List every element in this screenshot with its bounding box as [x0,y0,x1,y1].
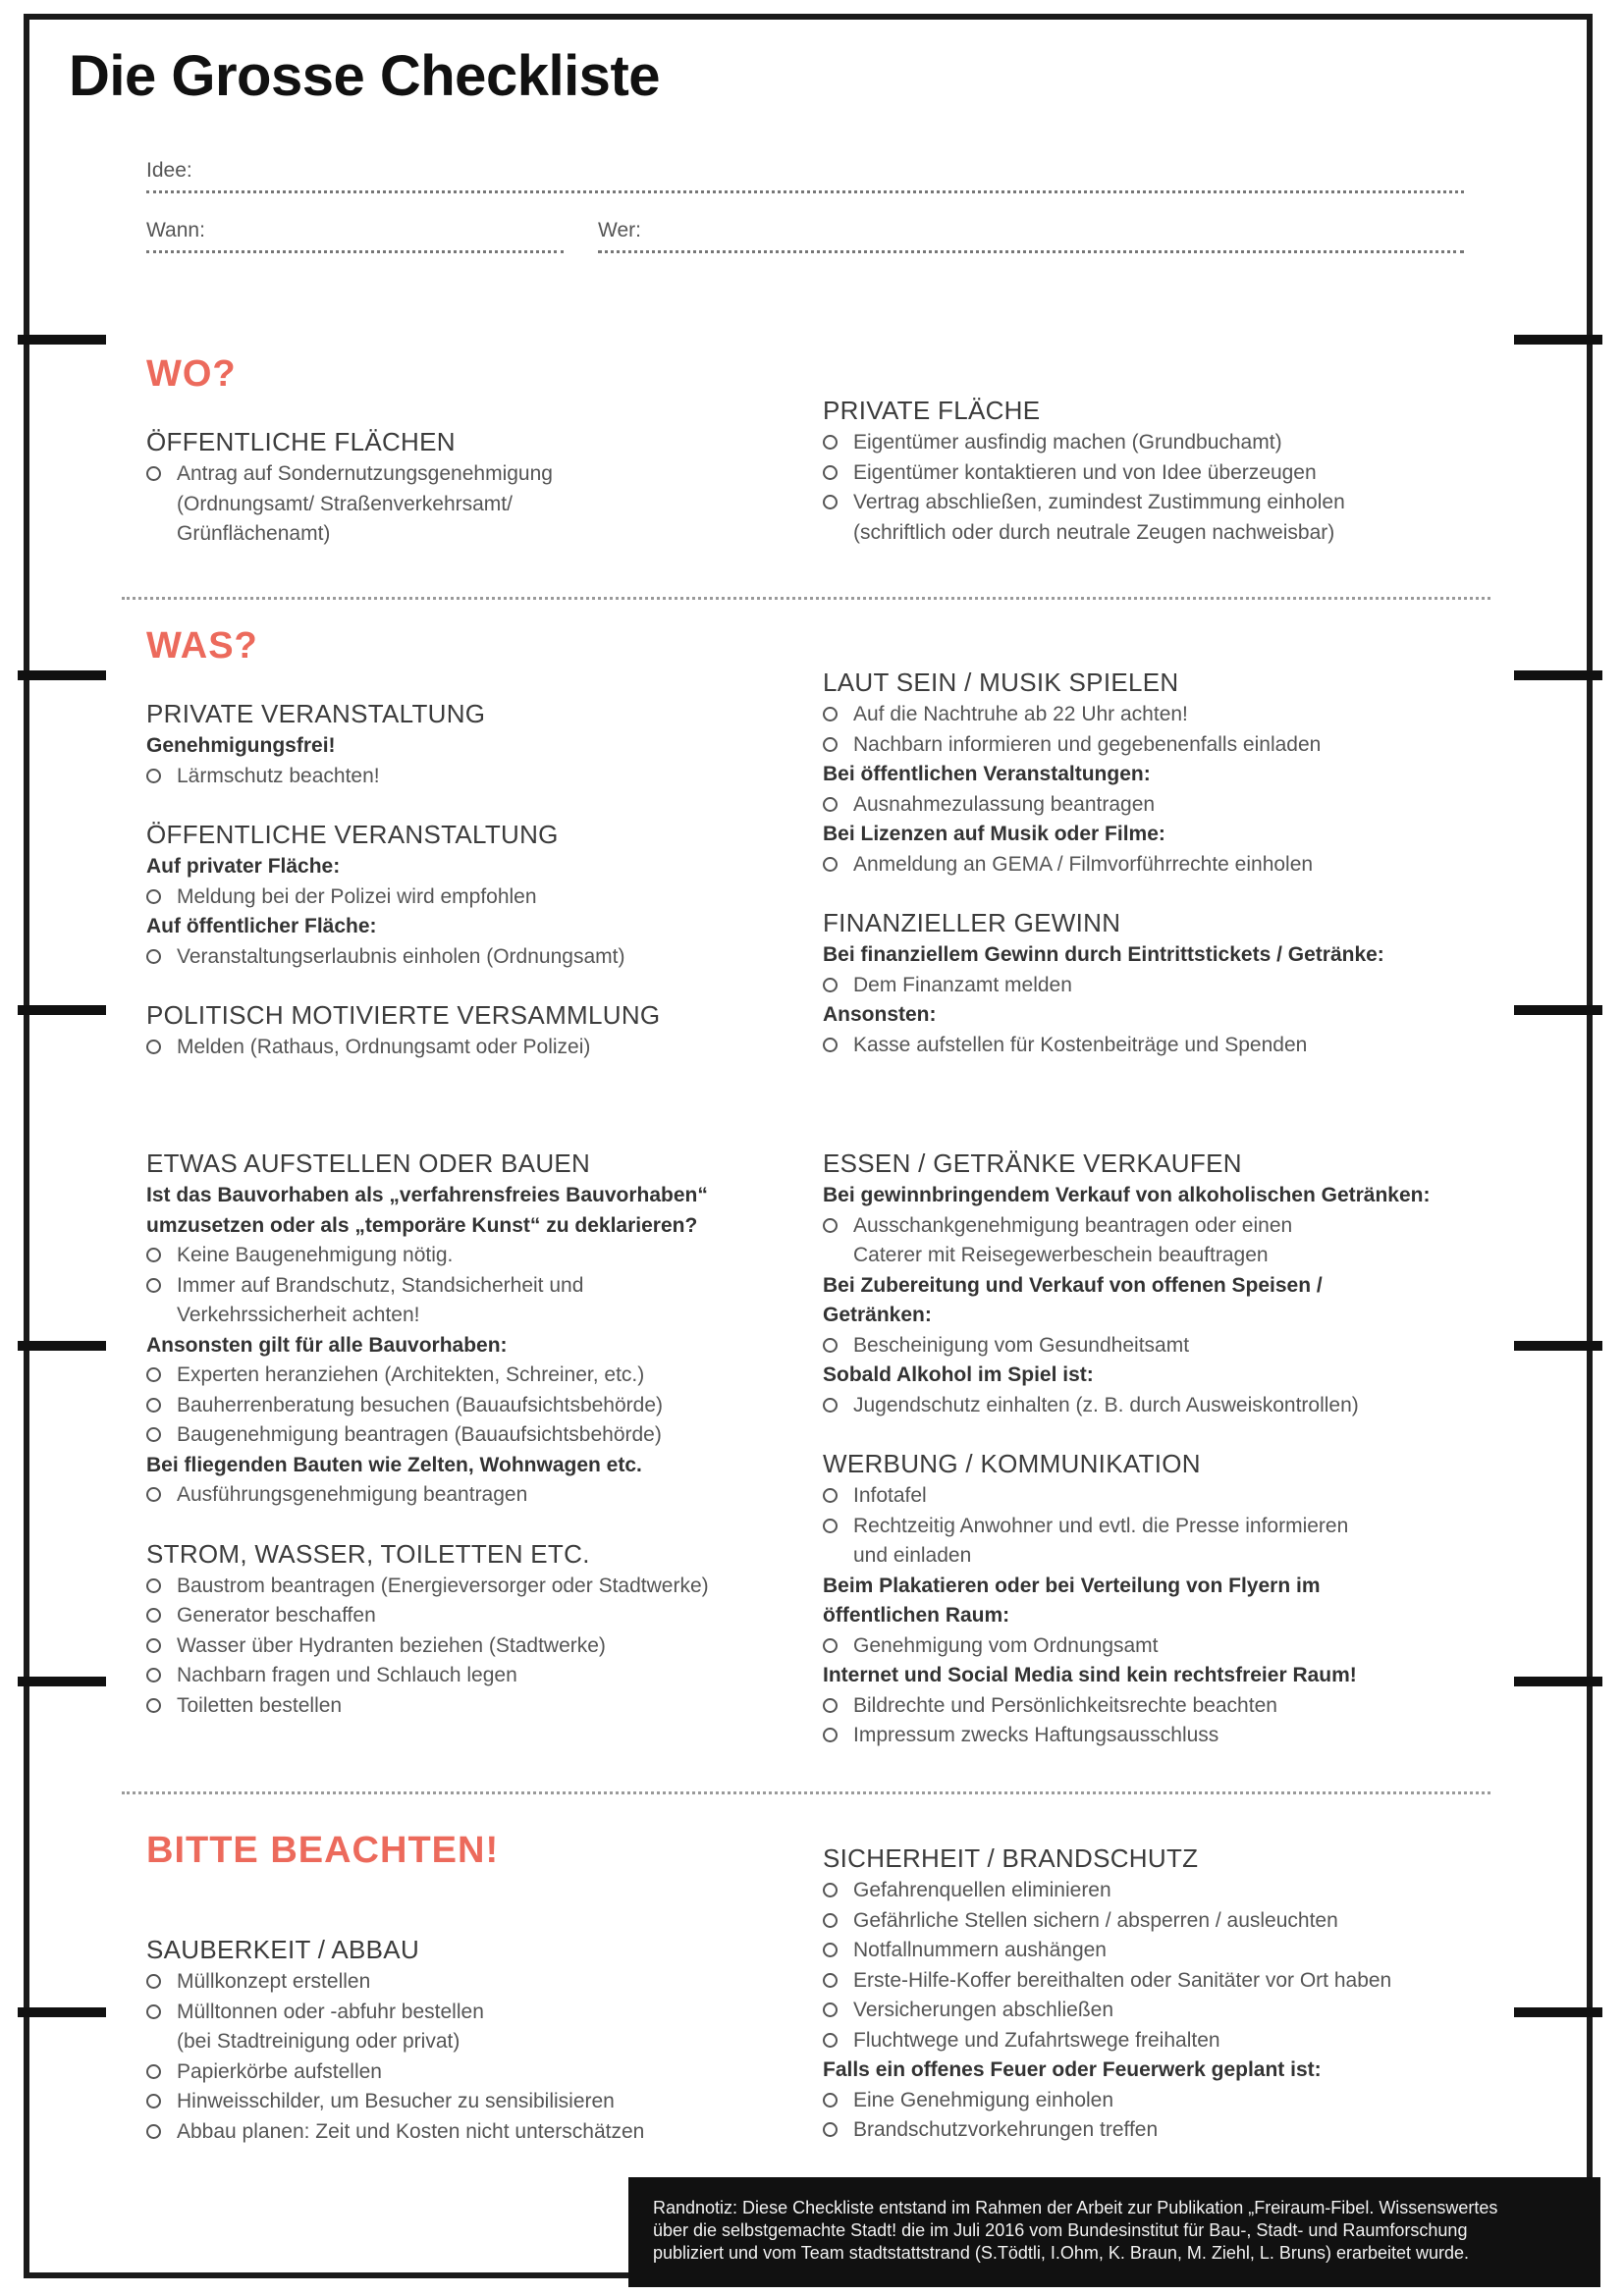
checkbox-circle-icon[interactable] [146,1278,161,1293]
checklist-item [146,2087,794,2117]
tab-mark [1514,1677,1602,1686]
checkbox-circle-icon[interactable] [146,2124,161,2139]
item-text-continued: und einladen [853,1544,972,1567]
item-text: Meldung bei der Polizei wird empfohlen [177,884,537,908]
checklist-item [146,1480,794,1511]
condition-label: Bei Lizenzen auf Musik oder Filme: [823,823,1165,845]
block-heading: STROM, WASSER, TOILETTEN ETC. [146,1538,590,1569]
footer-note [628,2177,1600,2287]
checkbox-circle-icon[interactable] [146,1248,161,1262]
checklist-item [823,2115,1471,2146]
block-heading: POLITISCH MOTIVIERTE VERSAMMLUNG [146,1000,661,1030]
tab-mark [18,335,106,345]
item-text: Abbau planen: Zeit und Kosten nicht unterschätzen [177,2119,645,2143]
checklist-item [823,1391,1471,1421]
block-heading: ESSEN / GETRÄNKE VERKAUFEN [823,1148,1242,1178]
checklist-item [823,1031,1471,1061]
checklist-item [823,971,1471,1001]
checkbox-circle-icon[interactable] [146,769,161,783]
condition-label: Bei fliegenden Bauten wie Zelten, Wohnwagen etc. [146,1453,642,1476]
checkbox-circle-icon[interactable] [146,1487,161,1502]
checklist-item [146,2117,794,2148]
checklist-item [146,1691,794,1722]
checklist-block [823,1448,1471,1751]
tab-mark [1514,335,1602,345]
checkbox-circle-icon[interactable] [823,1398,838,1413]
item-text-continued: (schriftlich oder durch neutrale Zeugen nachweisbar) [853,520,1335,544]
checkbox-circle-icon[interactable] [823,1698,838,1713]
item-text: Papierkörbe aufstellen [177,2059,382,2083]
condition-label: Internet und Social Media sind kein rechtsfreier Raum! [823,1664,1357,1686]
checkbox-circle-icon[interactable] [146,1668,161,1682]
item-text: Kasse aufstellen für Kostenbeiträge und Spenden [853,1033,1308,1056]
checklist-item [146,1631,794,1662]
condition-label: umzusetzen oder als „temporäre Kunst“ zu deklarieren? [146,1213,698,1237]
item-text: Wasser über Hydranten beziehen (Stadtwerke) [177,1633,606,1657]
checklist-block [823,395,1471,548]
checkbox-circle-icon[interactable] [823,2033,838,2048]
checklist-block [823,1148,1471,1420]
checklist-block [823,667,1471,880]
checkbox-circle-icon[interactable] [823,2122,838,2137]
checkbox-circle-icon[interactable] [146,1367,161,1382]
condition-label: Falls ein offenes Feuer oder Feuerwerk geplant ist: [823,2058,1322,2081]
checkbox-circle-icon[interactable] [823,1038,838,1052]
wer-field[interactable] [598,250,1464,253]
checklist-item [146,459,794,550]
item-text: Gefährliche Stellen sichern / absperren / ausleuchten [853,1908,1338,1932]
tab-mark [18,670,106,680]
checklist-item [823,1512,1471,1572]
item-text-continued: Grünflächenamt) [177,522,331,545]
checkbox-circle-icon[interactable] [146,1427,161,1442]
item-text-continued: Caterer mit Reisegewerbeschein beauftragen [853,1244,1269,1266]
tab-mark [18,2007,106,2017]
checkbox-circle-icon[interactable] [823,2093,838,2108]
item-text: Bescheinigung vom Gesundheitsamt [853,1333,1190,1357]
idee-label: Idee: [146,159,192,182]
checklist-item [823,1691,1471,1722]
checklist-block [146,999,794,1063]
item-text: Bildrechte und Persönlichkeitsrechte beachten [853,1693,1277,1717]
item-text: Antrag auf Sondernutzungsgenehmigung [177,462,553,485]
item-text: Baustrom beantragen (Energieversorger oder Stadtwerke) [177,1574,709,1597]
checkbox-circle-icon[interactable] [146,466,161,481]
block-heading: ÖFFENTLICHE FLÄCHEN [146,427,456,456]
checkbox-circle-icon[interactable] [823,1883,838,1897]
checklist-item [146,1601,794,1631]
block-heading: SICHERHEIT / BRANDSCHUTZ [823,1843,1199,1873]
condition-label: Genehmigungsfrei! [146,734,336,757]
checklist-block [146,819,794,972]
checkbox-circle-icon[interactable] [146,1608,161,1623]
tab-mark [1514,1005,1602,1015]
checklist-block [146,1934,794,2147]
checkbox-circle-icon[interactable] [146,1698,161,1713]
checklist-item [146,882,794,913]
checklist-item [823,790,1471,821]
checkbox-circle-icon[interactable] [146,2004,161,2019]
section-title-was: WAS? [146,625,258,667]
item-text: Generator beschaffen [177,1604,376,1627]
item-text: Nachbarn fragen und Schlauch legen [177,1664,517,1686]
checkbox-circle-icon[interactable] [823,1728,838,1742]
item-text: Vertrag abschließen, zumindest Zustimmung einholen [853,491,1345,513]
idee-field[interactable] [146,190,1464,193]
block-heading: SAUBERKEIT / ABBAU [146,1935,420,1964]
checkbox-circle-icon[interactable] [823,797,838,812]
section-title-beachten: BITTE BEACHTEN! [146,1830,500,1871]
block-heading: LAUT SEIN / MUSIK SPIELEN [823,667,1179,697]
checkbox-circle-icon[interactable] [823,737,838,752]
checkbox-circle-icon[interactable] [146,889,161,904]
checkbox-circle-icon[interactable] [823,1913,838,1928]
item-text: Genehmigung vom Ordnungsamt [853,1633,1159,1657]
item-text: Müllkonzept erstellen [177,1970,371,1993]
checkbox-circle-icon[interactable] [146,1638,161,1653]
item-text: Baugenehmigung beantragen (Bauaufsichtsbehörde) [177,1423,662,1446]
condition-label: Bei gewinnbringendem Verkauf von alkoholischen Getränken: [823,1184,1431,1206]
checkbox-circle-icon[interactable] [823,1943,838,1957]
checklist-item [823,850,1471,881]
item-text: Eigentümer kontaktieren und von Idee überzeugen [853,460,1317,484]
block-heading: FINANZIELLER GEWINN [823,908,1121,937]
item-text: Versicherungen abschließen [853,1999,1114,2021]
wo-left-column [146,426,794,550]
checklist-block [823,1842,1471,2146]
checkbox-circle-icon[interactable] [146,949,161,964]
tab-mark [18,1005,106,1015]
item-text: Brandschutzvorkehrungen treffen [853,2118,1159,2141]
item-text: Veranstaltungserlaubnis einholen (Ordnungsamt) [177,944,625,968]
item-text: Anmeldung an GEMA / Filmvorführrechte einholen [853,852,1314,876]
checklist-block [146,1148,794,1511]
checklist-item [823,1906,1471,1937]
checklist-item [823,1996,1471,2026]
checklist-item [146,1998,794,2057]
was-right-column [823,667,1471,1060]
checklist-item [146,762,794,792]
checklist-block [823,907,1471,1060]
section-divider [122,597,1490,600]
tab-mark [1514,2007,1602,2017]
page-title: Die Grosse Checkliste [69,44,661,108]
condition-label: Bei Zubereitung und Verkauf von offenen Speisen / [823,1273,1323,1297]
checkbox-circle-icon[interactable] [823,2002,838,2017]
checkbox-circle-icon[interactable] [146,2094,161,2109]
section-title-wo: WO? [146,353,237,395]
checkbox-circle-icon[interactable] [146,1974,161,1989]
item-text: Experten heranziehen (Architekten, Schreiner, etc.) [177,1363,645,1386]
item-text: Erste-Hilfe-Koffer bereithalten oder Sanitäter vor Ort haben [853,1968,1392,1992]
tab-mark [18,1677,106,1686]
item-text-continued: (bei Stadtreinigung oder privat) [177,2030,460,2053]
wann-label: Wann: [146,219,205,241]
checkbox-circle-icon[interactable] [823,495,838,509]
beachten-right-column [823,1842,1471,2146]
checkbox-circle-icon[interactable] [823,1338,838,1353]
checklist-item [146,1271,794,1331]
item-text: Ausführungsgenehmigung beantragen [177,1483,528,1506]
checkbox-circle-icon[interactable] [146,1040,161,1054]
checklist-item [146,1391,794,1421]
footer-line: Randnotiz: Diese Checkliste entstand im Rahmen der Arbeit zur Publikation „Freiraum-Fibel. Wissenswertes [653,2198,1498,2217]
checkbox-circle-icon[interactable] [823,1488,838,1503]
item-text: Notfallnummern aushängen [853,1939,1107,1961]
checklist-item [146,1572,794,1602]
checklist-item [823,700,1471,730]
item-text: Hinweisschilder, um Besucher zu sensibilisieren [177,2090,615,2112]
item-text: Lärmschutz beachten! [177,764,380,787]
tab-mark [18,1341,106,1351]
checkbox-circle-icon[interactable] [823,707,838,721]
wann-field[interactable] [146,250,564,253]
condition-label: Sobald Alkohol im Spiel ist: [823,1363,1094,1386]
checklist-item [823,458,1471,489]
item-text: Auf die Nachtruhe ab 22 Uhr achten! [853,703,1188,725]
tab-mark [1514,670,1602,680]
condition-label: Beim Plakatieren oder bei Verteilung von Flyern im [823,1574,1321,1597]
checklist-item [823,1936,1471,1966]
checklist-item [823,1966,1471,1997]
checklist-block [146,698,794,791]
checklist-item [146,1420,794,1451]
item-text: Eine Genehmigung einholen [853,2088,1114,2111]
section-divider [122,1791,1490,1794]
block-heading: ÖFFENTLICHE VERANSTALTUNG [146,820,559,849]
checklist-item [823,730,1471,761]
checklist-block [146,426,794,550]
item-text: Fluchtwege und Zufahrtswege freihalten [853,2028,1220,2052]
wer-label: Wer: [598,219,641,241]
checkbox-circle-icon[interactable] [823,1218,838,1233]
condition-label: Ist das Bauvorhaben als „verfahrensfreies Bauvorhaben“ [146,1184,708,1206]
footer-line: über die selbstgemachte Stadt! die im Juli 2016 vom Bundesinstitut für Bau-, Stadt- und Raumforschung [653,2220,1468,2240]
checklist-item [823,1876,1471,1906]
condition-label: Auf privater Fläche: [146,855,341,878]
condition-label: Bei öffentlichen Veranstaltungen: [823,763,1151,785]
checklist-item [146,1241,794,1271]
checklist-item [823,428,1471,458]
block-heading: PRIVATE FLÄCHE [823,396,1041,425]
item-text: Impressum zwecks Haftungsausschluss [853,1724,1219,1746]
checklist-block [146,1538,794,1722]
item-text: Dem Finanzamt melden [853,973,1072,996]
item-text: Nachbarn informieren und gegebenenfalls einladen [853,732,1322,756]
checklist-item [823,1631,1471,1662]
item-text: Jugendschutz einhalten (z. B. durch Ausweiskontrollen) [853,1393,1359,1416]
condition-label: Bei finanziellem Gewinn durch Eintrittstickets / Getränke: [823,943,1384,966]
bauen-right-column [823,1148,1471,1751]
wo-right-column [823,395,1471,548]
item-text-continued: Verkehrssicherheit achten! [177,1304,420,1326]
item-text: Ausschankgenehmigung beantragen oder einen [853,1213,1293,1237]
checkbox-circle-icon[interactable] [823,1973,838,1988]
footer-line: publiziert und vom Team stadtstattstrand (S.Tödtli, I.Ohm, K. Braun, M. Ziehl, L. Bruns) erarbeitet wurde. [653,2243,1470,2263]
checkbox-circle-icon[interactable] [823,465,838,480]
condition-label: Ansonsten gilt für alle Bauvorhaben: [146,1333,508,1357]
item-text: Melden (Rathaus, Ordnungsamt oder Polizei) [177,1036,591,1058]
block-heading: ETWAS AUFSTELLEN ODER BAUEN [146,1148,591,1178]
item-text: Infotafel [853,1484,927,1507]
checkbox-circle-icon[interactable] [146,1398,161,1413]
checklist-item [146,1661,794,1691]
checklist-item [146,942,794,973]
item-text: Eigentümer ausfindig machen (Grundbuchamt) [853,431,1282,454]
checklist-item [823,2026,1471,2056]
condition-label: öffentlichen Raum: [823,1604,1010,1627]
item-text: Bauherrenberatung besuchen (Bauaufsichtsbehörde) [177,1393,664,1416]
checklist-item [823,2086,1471,2116]
checkbox-circle-icon[interactable] [823,1519,838,1533]
checkbox-circle-icon[interactable] [823,857,838,872]
condition-label: Getränken: [823,1304,932,1326]
checklist-item [146,1967,794,1998]
item-text: Immer auf Brandschutz, Standsicherheit und [177,1273,584,1297]
item-text: Mülltonnen oder -abfuhr bestellen [177,2000,484,2023]
tab-mark [1514,1341,1602,1351]
item-text: Keine Baugenehmigung nötig. [177,1244,454,1266]
beachten-left-column [146,1934,794,2147]
checklist-item [823,1481,1471,1512]
condition-label: Auf öffentlicher Fläche: [146,915,377,937]
checkbox-circle-icon[interactable] [823,435,838,450]
checklist-item [146,1033,794,1063]
checkbox-circle-icon[interactable] [823,1638,838,1653]
was-left-column [146,698,794,1063]
checkbox-circle-icon[interactable] [823,978,838,992]
bauen-left-column [146,1148,794,1721]
checklist-item [823,1331,1471,1362]
checklist-item [146,1361,794,1391]
item-text: Gefahrenquellen eliminieren [853,1879,1111,1901]
checklist-item [146,2057,794,2088]
block-heading: PRIVATE VERANSTALTUNG [146,699,486,728]
condition-label: Ansonsten: [823,1003,937,1026]
item-text: Ausnahmezulassung beantragen [853,792,1156,816]
checkbox-circle-icon[interactable] [146,1578,161,1593]
checklist-item [823,1211,1471,1271]
item-text: Rechtzeitig Anwohner und evtl. die Presse informieren [853,1514,1349,1537]
checklist-item [823,1721,1471,1751]
block-heading: WERBUNG / KOMMUNIKATION [823,1449,1201,1478]
checklist-item [823,488,1471,548]
item-text-continued: (Ordnungsamt/ Straßenverkehrsamt/ [177,492,513,515]
checkbox-circle-icon[interactable] [146,2064,161,2079]
item-text: Toiletten bestellen [177,1693,343,1717]
